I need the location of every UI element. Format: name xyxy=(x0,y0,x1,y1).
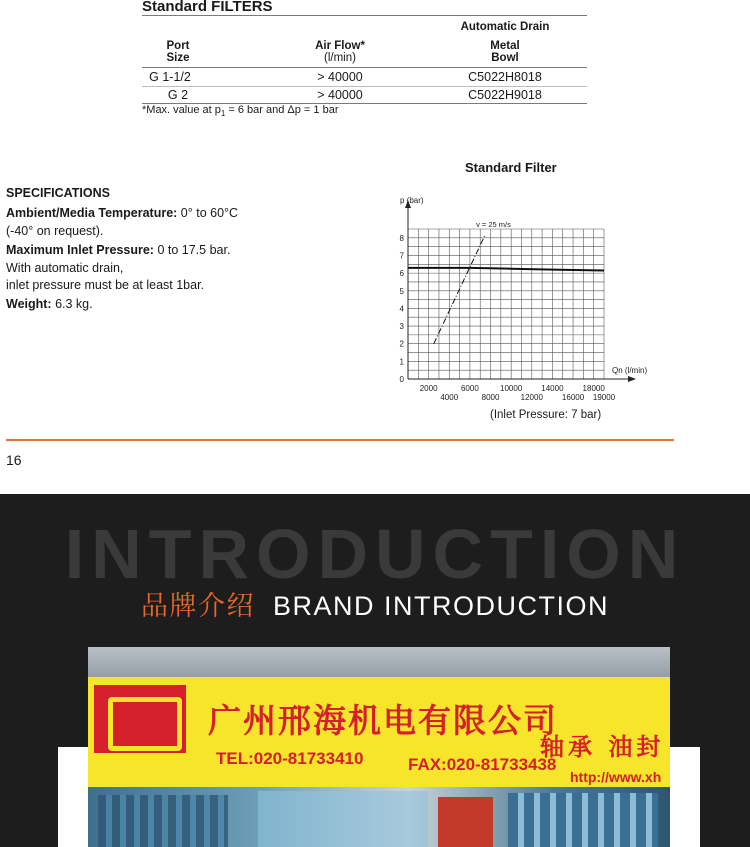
header-metal-bowl xyxy=(455,40,555,64)
y-tick-label: 5 xyxy=(399,286,404,296)
store-sign xyxy=(88,677,670,787)
header-port-label: Port xyxy=(166,40,190,52)
y-tick-label: 7 xyxy=(399,251,404,261)
y-tick-label: 2 xyxy=(399,339,404,349)
chart-title: Standard Filter xyxy=(465,160,557,175)
spec-temperature xyxy=(6,204,238,222)
spec-temperature-value: 0° to 60°C xyxy=(177,206,239,220)
x-tick-label: 18000 xyxy=(582,384,605,393)
x-tick-label: 16000 xyxy=(561,393,585,402)
heading-english: BRAND INTRODUCTION xyxy=(273,591,609,621)
x-tick-label: 6000 xyxy=(460,384,479,393)
sign-url: http://www.xh xyxy=(570,769,662,785)
sign-products: 轴承 油封 xyxy=(540,733,665,761)
introduction-bg-word: INTRODUCTION xyxy=(64,515,686,593)
company-logo xyxy=(94,685,186,753)
pressure-drop-curve xyxy=(408,268,604,271)
group-header-automatic-drain: Automatic Drain xyxy=(460,21,550,33)
sign-fax: FAX:020-81733438 xyxy=(408,755,557,774)
shop-window xyxy=(258,791,428,847)
sign-telephone: TEL:020-81733410 xyxy=(216,749,364,768)
introduction-section xyxy=(0,494,750,847)
shop-window xyxy=(98,795,228,847)
footnote-pre: *Max. value at p xyxy=(142,104,221,116)
header-metal-label: Metal xyxy=(490,40,520,52)
shop-window xyxy=(508,793,658,847)
x-tick-label: 14000 xyxy=(541,384,564,393)
shop-sign-board xyxy=(438,797,493,847)
logo-mark xyxy=(108,697,182,751)
spec-pressure-value: 0 to 17.5 bar. xyxy=(153,243,231,257)
spec-weight-label: Weight: xyxy=(6,297,52,311)
chart-caption: (Inlet Pressure: 7 bar) xyxy=(490,409,602,421)
table-cell-port: G 1-1/2 xyxy=(149,70,191,84)
x-tick-label: 19000 xyxy=(592,393,616,402)
header-port xyxy=(148,40,208,64)
spec-drain-line1: With automatic drain, xyxy=(6,261,124,275)
table-cell-flow: > 40000 xyxy=(317,70,363,84)
spec-pressure-label: Maximum Inlet Pressure: xyxy=(6,243,154,257)
header-bowl-label: Bowl xyxy=(491,52,519,64)
y-tick-label: 0 xyxy=(399,375,404,384)
spec-temperature-note: (-40° on request). xyxy=(6,224,104,238)
table-top-rule xyxy=(142,15,587,16)
x-tick-label: 12000 xyxy=(520,393,543,402)
footnote-post: = 6 bar and Δp = 1 bar xyxy=(225,104,339,116)
flow-chart xyxy=(380,190,680,405)
page-number: 16 xyxy=(6,452,22,468)
table-cell-flow: > 40000 xyxy=(317,88,363,102)
header-air-flow-label: Air Flow* xyxy=(315,40,365,52)
spec-temperature-label: Ambient/Media Temperature: xyxy=(6,206,178,220)
x-axis-arrow xyxy=(628,376,636,382)
x-axis-label: Qn (l/min) xyxy=(612,366,648,375)
header-port-sub: Size xyxy=(166,52,190,64)
brand-introduction-heading xyxy=(0,584,750,623)
table-cell-part: C5022H9018 xyxy=(468,88,542,102)
header-air-flow-unit: (l/min) xyxy=(324,52,356,64)
y-tick-label: 8 xyxy=(399,233,404,243)
spec-weight xyxy=(6,295,93,313)
x-tick-label: 10000 xyxy=(500,384,523,393)
specifications-title: SPECIFICATIONS xyxy=(6,186,110,200)
orange-divider xyxy=(6,439,674,441)
x-tick-label: 4000 xyxy=(440,393,459,402)
spec-drain-line2: inlet pressure must be at least 1bar. xyxy=(6,278,205,292)
header-air-flow xyxy=(290,40,390,64)
heading-chinese: 品牌介绍 xyxy=(140,591,255,621)
y-tick-label: 6 xyxy=(399,269,404,279)
sign-company-name: 广州邢海机电有限公司 xyxy=(208,701,558,740)
y-axis-label: p (bar) xyxy=(400,196,424,205)
y-tick-label: 3 xyxy=(399,322,404,332)
table-title: Standard FILTERS xyxy=(142,0,273,15)
velocity-annotation: v = 25 m/s xyxy=(476,220,511,230)
spec-weight-value: 6.3 kg. xyxy=(51,297,93,311)
storefront-photo xyxy=(88,647,670,847)
table-row-rule xyxy=(142,86,587,87)
table-footnote xyxy=(142,104,338,118)
y-tick-label: 1 xyxy=(399,357,404,367)
spec-pressure xyxy=(6,241,230,259)
table-header-rule xyxy=(142,67,587,68)
table-cell-port: G 2 xyxy=(167,88,189,102)
footnote-sub: 1 xyxy=(220,109,226,119)
shop-front xyxy=(88,787,670,847)
table-cell-part: C5022H8018 xyxy=(468,70,542,84)
y-tick-label: 4 xyxy=(399,304,404,314)
x-tick-label: 8000 xyxy=(481,393,500,402)
x-tick-label: 2000 xyxy=(419,384,438,393)
